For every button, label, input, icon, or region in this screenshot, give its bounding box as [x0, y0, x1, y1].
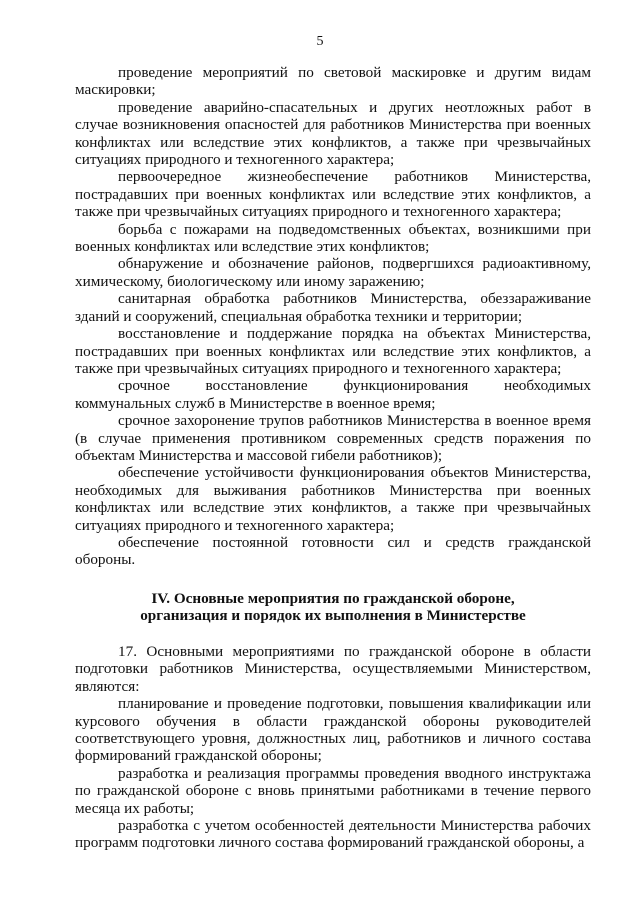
list-item: проведение аварийно-спасательных и других неотложных работ в случае возникновения опасностей для работников Министерства при военных конфликтах или вследствие этих конфликтов, а также при чрезвычайных ситуациях природного и техногенного характера;	[75, 98, 591, 169]
list-item: срочное захоронение трупов работников Министерства в военное время (в случае применения противником современных средств поражения по объектам Министерства и массовой гибели работников);	[75, 412, 591, 464]
list-item: обеспечение устойчивости функционирования объектов Министерства, необходимых для выживания работников Министерства при военных конфликтах или вследствие этих конфликтов, а также при чрезвычайных ситуациях природного и техногенного характера;	[75, 464, 591, 534]
section-heading-line: организация и порядок их выполнения в Министерстве	[140, 607, 526, 625]
list-item: разработка с учетом особенностей деятельности Министерства рабочих программ подготовки личного состава формирований гражданской обороны, а	[75, 817, 591, 852]
list-item: обеспечение постоянной готовности сил и средств гражданской обороны.	[75, 533, 591, 569]
list-item: срочное восстановление функционирования необходимых коммунальных служб в Министерстве в военное время;	[75, 377, 591, 412]
section-heading-line: IV. Основные мероприятия по гражданской обороне,	[151, 589, 515, 607]
list-item: разработка и реализация программы проведения вводного инструктажа по гражданской обороне с вновь принятыми работниками в течение первого месяца их работы;	[75, 764, 591, 817]
list-item: обнаружение и обозначение районов, подвергшихся радиоактивному, химическому, биологическому или иному заражению;	[75, 255, 591, 290]
document-body	[75, 64, 591, 852]
list-item: борьба с пожарами на подведомственных объектах, возникшими при военных конфликтах или вследствие этих конфликтов;	[75, 220, 591, 256]
clause-paragraph: 17. Основными мероприятиями по гражданской обороне в области подготовки работников Министерства, осуществляемыми Министерством, являются:	[75, 642, 591, 695]
list-item: восстановление и поддержание порядка на объектах Министерства, пострадавших при военных конфликтах или вследствие этих конфликтов, а также при чрезвычайных ситуациях природного и техногенного характера;	[75, 325, 591, 377]
list-item: санитарная обработка работников Министерства, обеззараживание зданий и сооружений, специальная обработка техники и территории;	[75, 290, 591, 325]
list-item: первоочередное жизнеобеспечение работников Министерства, пострадавших при военных конфликтах или вследствие этих конфликтов, а также при чрезвычайных ситуациях природного и техногенного характера;	[75, 168, 591, 221]
section-heading	[75, 590, 591, 625]
list-item: проведение мероприятий по световой маскировке и другим видам маскировки;	[75, 64, 591, 99]
page-number: 5	[316, 34, 324, 49]
list-item: планирование и проведение подготовки, повышения квалификации или курсового обучения в области гражданской обороны руководителей соответствующего уровня, должностных лиц, работников и личного состава формирований гражданской обороны;	[75, 695, 591, 765]
